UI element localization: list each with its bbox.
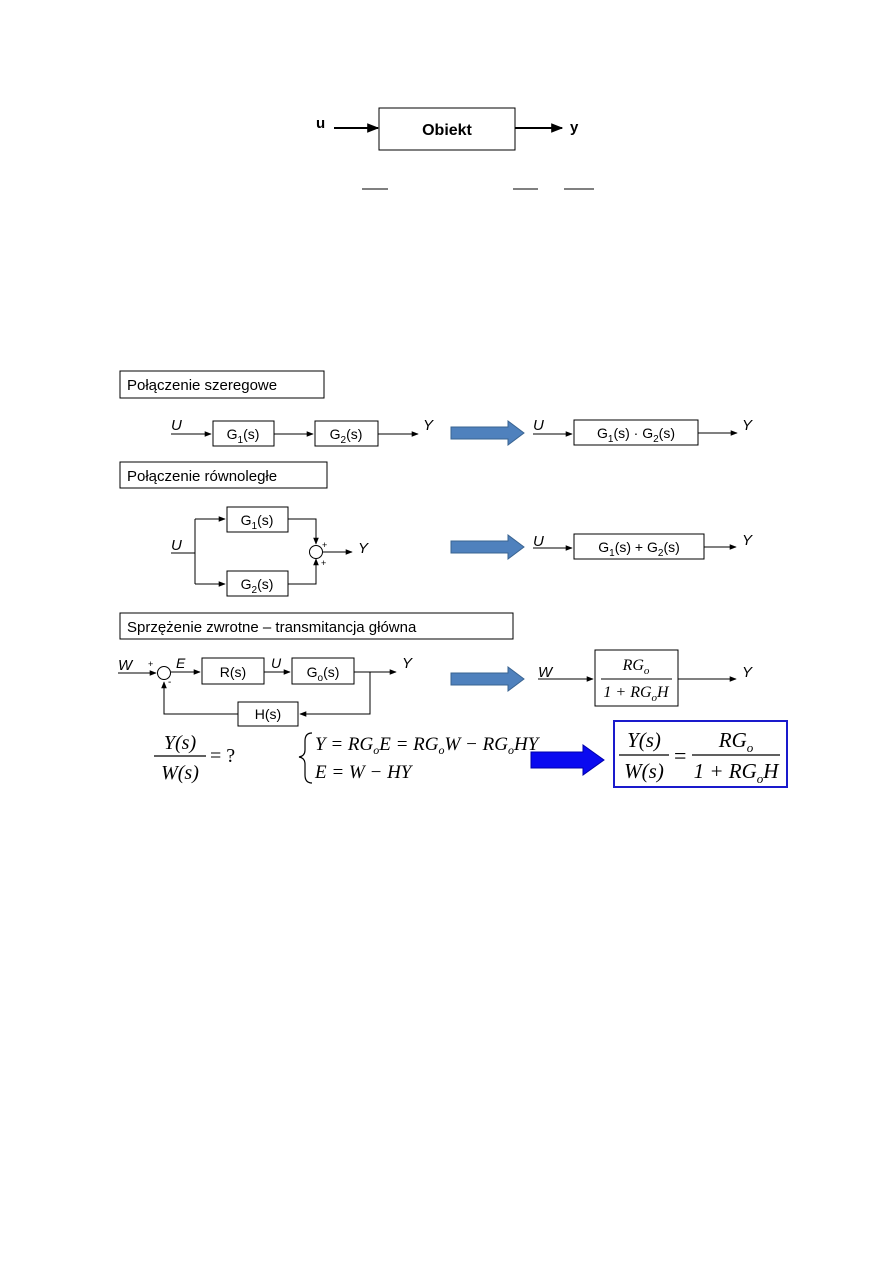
parallel-input-label: U: [171, 537, 182, 554]
series-input-label: U: [171, 417, 182, 434]
series-result-input-label: U: [533, 417, 544, 434]
feedback-result-output-label: Y: [742, 664, 753, 681]
question-denominator: W(s): [161, 762, 199, 784]
feedback-section: [118, 613, 753, 726]
feedback-output-label: Y: [402, 655, 413, 672]
question-numerator: Y(s): [163, 732, 197, 754]
result-arrow: [531, 745, 604, 775]
series-result-output-label: Y: [742, 417, 753, 434]
result-lhs-denominator: W(s): [624, 759, 664, 783]
series-result-label: $G_1(s) \cdot G_2(s)$: [596, 425, 676, 445]
result-lhs-numerator: Y(s): [627, 728, 661, 752]
parallel-result-label: $G_1(s) + G_2(s)$: [598, 539, 680, 559]
feedback-result-denominator: $1 + RG_oH$: [603, 684, 669, 704]
system-equation-1: $Y = RG_oE = RG_oW - RG_oHY$: [315, 734, 539, 757]
feedback-go-label: $G_o(s)$: [306, 664, 340, 684]
object-output-label: y: [570, 119, 579, 136]
feedback-minus-sign: -: [168, 677, 172, 688]
parallel-g2-label: $G_2(s)$: [240, 576, 274, 596]
feedback-transform-arrow: [451, 667, 524, 691]
equations-section: [154, 721, 787, 787]
system-equation-2: E = W − HY: [315, 762, 412, 783]
question-rhs: = ?: [210, 745, 236, 767]
series-section: [120, 371, 753, 446]
object-input-label: u: [316, 115, 326, 132]
result-equals: =: [674, 743, 687, 768]
parallel-transform-arrow: [451, 535, 524, 559]
parallel-top-to-sum: [288, 519, 316, 544]
feedback-to-sum-path: [164, 682, 238, 714]
parallel-plus-bottom: +: [321, 558, 327, 568]
parallel-plus-top: +: [322, 540, 328, 550]
feedback-control-label: U: [271, 655, 282, 671]
feedback-error-label: E: [176, 655, 186, 671]
result-rhs-denominator: $1 + RG_oH$: [693, 759, 779, 786]
series-transform-arrow: [451, 421, 524, 445]
parallel-bottom-to-sum: [288, 559, 316, 584]
feedback-input-label: W: [118, 657, 133, 674]
series-g1-label: $G_1(s)$: [226, 426, 260, 446]
object-diagram: [316, 108, 594, 189]
object-block-label: Obiekt: [422, 122, 472, 139]
series-title: Połączenie szeregowe: [127, 377, 278, 394]
parallel-section: [120, 462, 753, 596]
result-rhs-numerator: $RG_o$: [718, 728, 754, 755]
feedback-result-numerator: $RG_o$: [622, 657, 650, 677]
parallel-result-input-label: U: [533, 533, 544, 550]
parallel-result-output-label: Y: [742, 532, 753, 549]
feedback-h-label: H(s): [254, 706, 282, 722]
parallel-output-label: Y: [358, 540, 369, 557]
feedback-r-label: R(s): [219, 664, 247, 680]
system-brace: [299, 733, 312, 783]
parallel-title: Połączenie równoległe: [127, 468, 278, 485]
feedback-result-input-label: W: [538, 664, 553, 681]
feedback-title: Sprzężenie zwrotne – transmitancja główna: [127, 619, 417, 636]
parallel-g1-label: $G_1(s)$: [240, 512, 274, 532]
series-g2-label: $G_2(s)$: [329, 426, 363, 446]
parallel-sum-node: [310, 546, 323, 559]
feedback-plus-sign: +: [148, 659, 154, 669]
series-output-label: Y: [423, 417, 434, 434]
